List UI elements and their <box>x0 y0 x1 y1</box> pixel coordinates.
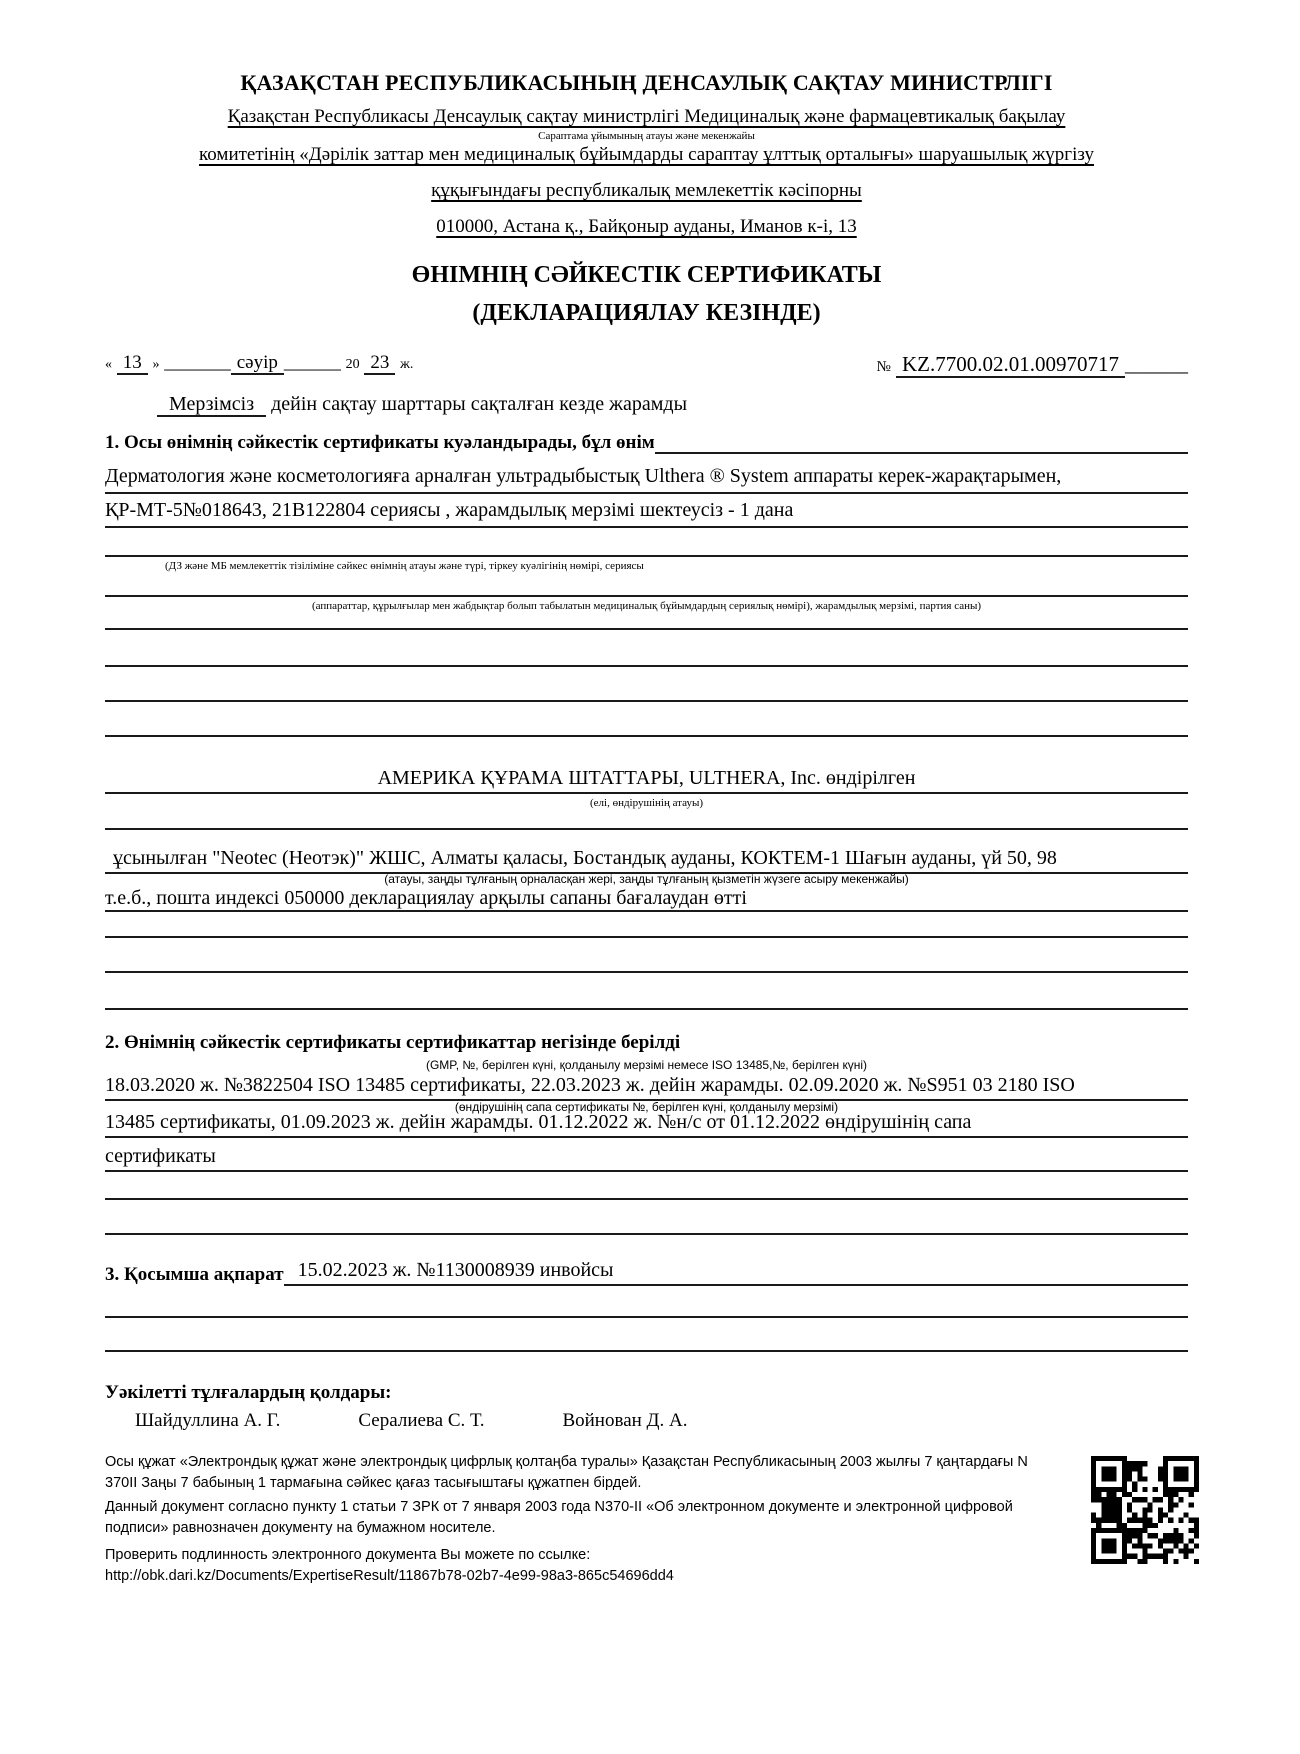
blank-underline <box>105 1350 1188 1352</box>
blank-underline <box>105 1316 1188 1318</box>
org-name-line2: комитетінің «Дәрілік заттар мен медициналық бұйымдарды сараптау ұлттық орталығы» шаруашылық жүргізу <box>199 144 1094 165</box>
product-caption1: (ДЗ және МБ мемлекеттік тізіліміне сәйкес өнімнің атауы және түрі, тіркеу куәлігінің нөмірі, сериясы <box>165 560 644 572</box>
ministry-title: ҚАЗАҚСТАН РЕСПУБЛИКАСЫНЫҢ ДЕНСАУЛЫҚ САҚТАУ МИНИСТРЛІГІ <box>240 70 1053 95</box>
filler-dashes: ______ <box>283 352 341 373</box>
verify-url: http://obk.dari.kz/Documents/ExpertiseResult/11867b78-02b7-4e99-98a3-865c54696dd4 <box>105 1568 674 1584</box>
blank-underline <box>105 936 1188 938</box>
verify-text: Проверить подлинность электронного документа Вы можете по ссылке: <box>105 1547 591 1563</box>
issue-suffix: ж. <box>400 357 414 372</box>
product-line2: ҚР-МТ-5№018643, 21B122804 сериясы , жарамдылық мерзімі шектеусіз - 1 дана <box>105 498 1188 528</box>
blank-underline <box>105 1233 1188 1235</box>
validity-line <box>105 392 1188 416</box>
blank-underline <box>105 828 1188 830</box>
document-title <box>105 256 1188 332</box>
validity-term: Мерзімсіз <box>157 393 266 417</box>
certificates-line2: 13485 сертификаты, 01.09.2023 ж. дейін жарамды. 01.12.2022 ж. №н/с от 01.12.2022 өндірушінің сапа <box>105 1110 1188 1138</box>
manufacturer-line: АМЕРИКА ҚҰРАМА ШТАТТАРЫ, ULTHERA, Inc. өндірілген <box>105 766 1188 794</box>
blank-underline <box>105 700 1188 702</box>
number-value: KZ.7700.02.01.00970717 <box>896 352 1125 378</box>
signatures-heading: Уәкілетті тұлғалардың қолдары: <box>105 1382 392 1403</box>
legal-text-kazakh: Осы құжат «Электрондық құжат және электрондық цифрлық қолтаңба туралы» Қазақстан Республикасының 2003 жылғы 7 қаңтардағы N 370II Заңы 7 бабының 1 тармағына сәйкес қағаз тасығыштағы құжатпен бірдей. <box>105 1454 1028 1491</box>
filler-dashes: ______ <box>1125 352 1188 376</box>
section2-caption1: (GMP, №, берілген күні, қолданылу мерзімі немесе ISO 13485,№, берілген күні) <box>425 1058 868 1072</box>
org-name-line1: Қазақстан Республикасы Денсаулық сақтау министрлігі Медициналық және фармацевтикалық бақылау <box>227 106 1066 127</box>
blank-underline <box>105 628 1188 630</box>
blank-underline <box>105 665 1188 667</box>
section3-row <box>105 1258 1188 1286</box>
quote-open: « <box>105 357 112 372</box>
certificates-line3: сертификаты <box>105 1144 1188 1172</box>
blank-underline <box>105 1198 1188 1200</box>
date-number-row <box>105 352 1188 377</box>
product-line1: Дерматология және косметологияға арналған ультрадыбыстық Ulthera ® System аппараты керек-жарақтарымен, <box>105 464 1188 494</box>
issue-day: 13 <box>117 352 148 375</box>
blank-underline <box>105 595 1188 597</box>
certificate-number <box>876 352 1188 377</box>
validity-text: дейін сақтау шарттары сақталған кезде жарамды <box>271 393 688 415</box>
section3-heading: 3. Қосымша ақпарат <box>105 1264 284 1285</box>
applicant-line1: ұсынылған "Neotec (Неотэк)" ЖШС, Алматы қаласы, Бостандық ауданы, КОКТЕМ-1 Шағын ауданы, үй 50, 98 <box>105 846 1188 874</box>
section2-heading: 2. Өнімнің сәйкестік сертификаты сертификаттар негізінде берілді <box>105 1032 681 1053</box>
signature-name: Войнован Д. А. <box>562 1410 688 1431</box>
filler-dashes: _______ <box>164 352 231 373</box>
issue-year: 23 <box>364 352 395 375</box>
qr-code-icon <box>1091 1456 1199 1564</box>
manufacturer-caption: (елі, өндірушінің атауы) <box>589 797 703 809</box>
signature-name: Шайдуллина А. Г. <box>135 1410 281 1431</box>
applicant-caption: (атауы, заңды тұлғаның орналасқан жері, заңды тұлғаның қызметін жүзеге асыру мекенжайы) <box>384 872 909 886</box>
blank-underline <box>105 555 1188 557</box>
quote-close: » <box>152 357 160 372</box>
signature-name: Сералиева С. Т. <box>358 1410 485 1431</box>
section2-caption2: (өндірушінің сапа сертификаты №, берілген күні, қолданылу мерзімі) <box>454 1100 839 1114</box>
org-name-line3: құқығындағы республикалық мемлекеттік кәсіпорны <box>431 180 862 201</box>
legal-text-russian: Данный документ согласно пункту 1 статьи 7 ЗРК от 7 января 2003 года N370-II «Об электронном документе и электронной цифровой подписи» равнозначен документу на бумажном носителе. <box>105 1499 1013 1536</box>
applicant-line2: т.е.б., пошта индексі 050000 декларациялау арқылы сапаны бағалаудан өтті <box>105 886 1188 912</box>
org-caption: Сараптама ұйымының атауы және мекенжайы <box>538 130 755 142</box>
org-address: 010000, Астана қ., Байқоныр ауданы, Иманов к-і, 13 <box>436 216 857 237</box>
issue-century: 20 <box>345 357 360 372</box>
certificates-line1: 18.03.2020 ж. №3822504 ISO 13485 сертификаты, 22.03.2023 ж. дейін жарамды. 02.09.2020 ж. №S951 03 2180 ISO <box>105 1073 1188 1101</box>
blank-underline <box>655 430 1188 454</box>
document-title-line1: ӨНІМНІҢ СӘЙКЕСТІК СЕРТИФИКАТЫ <box>411 262 882 288</box>
issue-month: сәуір <box>231 352 284 375</box>
number-label: № <box>876 359 891 375</box>
signatures-row <box>105 1410 1188 1432</box>
document-title-line2: (ДЕКЛАРАЦИЯЛАУ КЕЗІНДЕ) <box>472 300 821 326</box>
blank-underline <box>105 971 1188 973</box>
section1-heading: 1. Осы өнімнің сәйкестік сертификаты куәландырады, бұл өнім <box>105 432 655 453</box>
issue-date <box>105 352 413 377</box>
section1-heading-row <box>105 430 1188 454</box>
section3-value: 15.02.2023 ж. №1130008939 инвойсы <box>284 1258 1188 1286</box>
blank-underline <box>105 735 1188 737</box>
blank-underline <box>105 1008 1188 1010</box>
product-caption2: (аппараттар, құрылғылар мен жабдықтар болып табылатын медициналық бұйымдардың сериялық нөмірі), жарамдылық мерзімі, партия саны) <box>311 600 982 612</box>
